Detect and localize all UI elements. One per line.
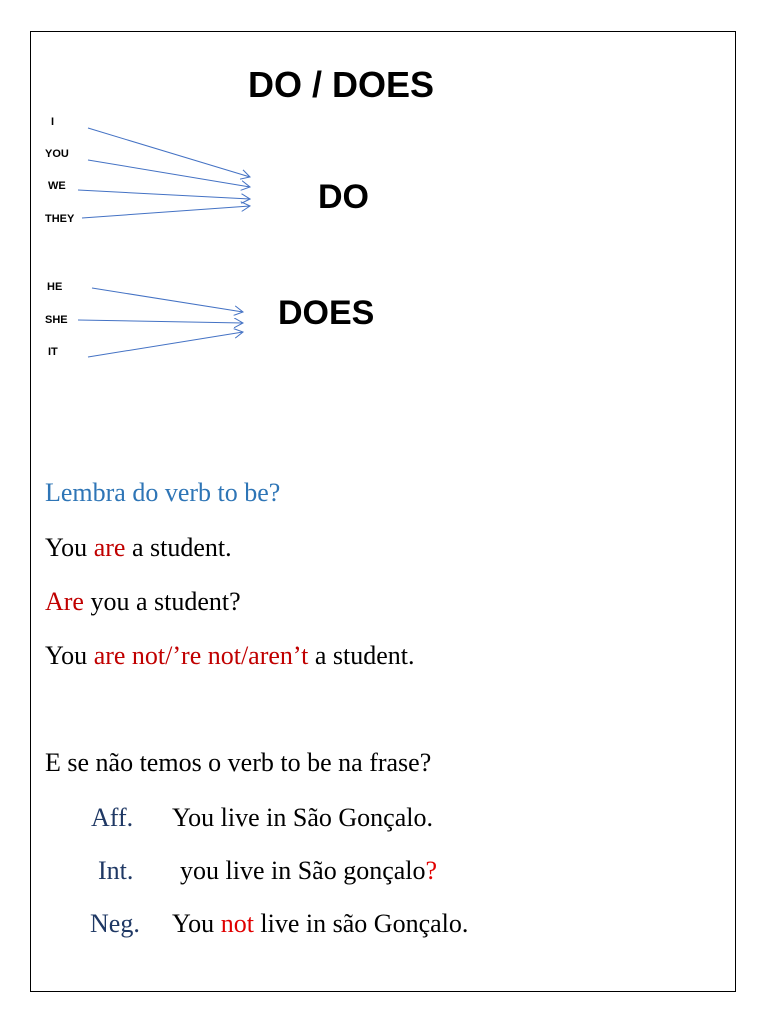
arrow-i-do: [88, 128, 250, 177]
no-to-be-question: E se não temos o verb to be na frase?: [45, 748, 432, 777]
text: you a student?: [83, 587, 241, 616]
page-title: DO / DOES: [248, 64, 435, 105]
verb-highlight: Are: [45, 587, 84, 616]
int-sentence: [180, 856, 437, 886]
text: You: [45, 533, 94, 562]
neg-label: Neg.: [90, 909, 140, 938]
reminder-negative: [45, 641, 414, 671]
not-highlight: not: [220, 909, 254, 938]
arrow-you-do: [88, 160, 250, 187]
arrow-we-do: [78, 190, 250, 199]
text: you live in São gonçalo: [180, 856, 426, 885]
pronoun-it: IT: [48, 346, 58, 358]
pronoun-you: YOU: [45, 148, 69, 160]
text: a student.: [308, 641, 415, 670]
reminder-interrogative: [45, 587, 241, 617]
pronoun-we: WE: [48, 180, 66, 192]
reminder-affirmative: [45, 533, 232, 563]
verb-highlight: are: [93, 533, 126, 562]
pronoun-i: I: [51, 116, 55, 128]
verb-do: DO: [318, 178, 369, 216]
text: You: [172, 909, 221, 938]
pronoun-they: THEY: [45, 213, 75, 225]
text: live in são Gonçalo.: [253, 909, 469, 938]
reminder-question: Lembra do verb to be?: [45, 478, 281, 507]
pronoun-he: HE: [47, 281, 63, 293]
int-label: Int.: [98, 856, 134, 885]
arrow-they-do: [82, 206, 250, 218]
arrow-she-does: [78, 320, 243, 323]
question-mark: ?: [425, 856, 438, 885]
verb-highlight: are not/’re not/aren’t: [93, 641, 309, 670]
arrow-it-does: [88, 332, 243, 357]
pronoun-she: SHE: [45, 314, 68, 326]
verb-does: DOES: [278, 294, 375, 332]
text: a student.: [125, 533, 232, 562]
arrow-he-does: [92, 288, 243, 312]
text: You: [45, 641, 94, 670]
aff-sentence: You live in São Gonçalo.: [172, 803, 433, 832]
aff-label: Aff.: [91, 803, 134, 832]
neg-sentence: [172, 909, 468, 939]
